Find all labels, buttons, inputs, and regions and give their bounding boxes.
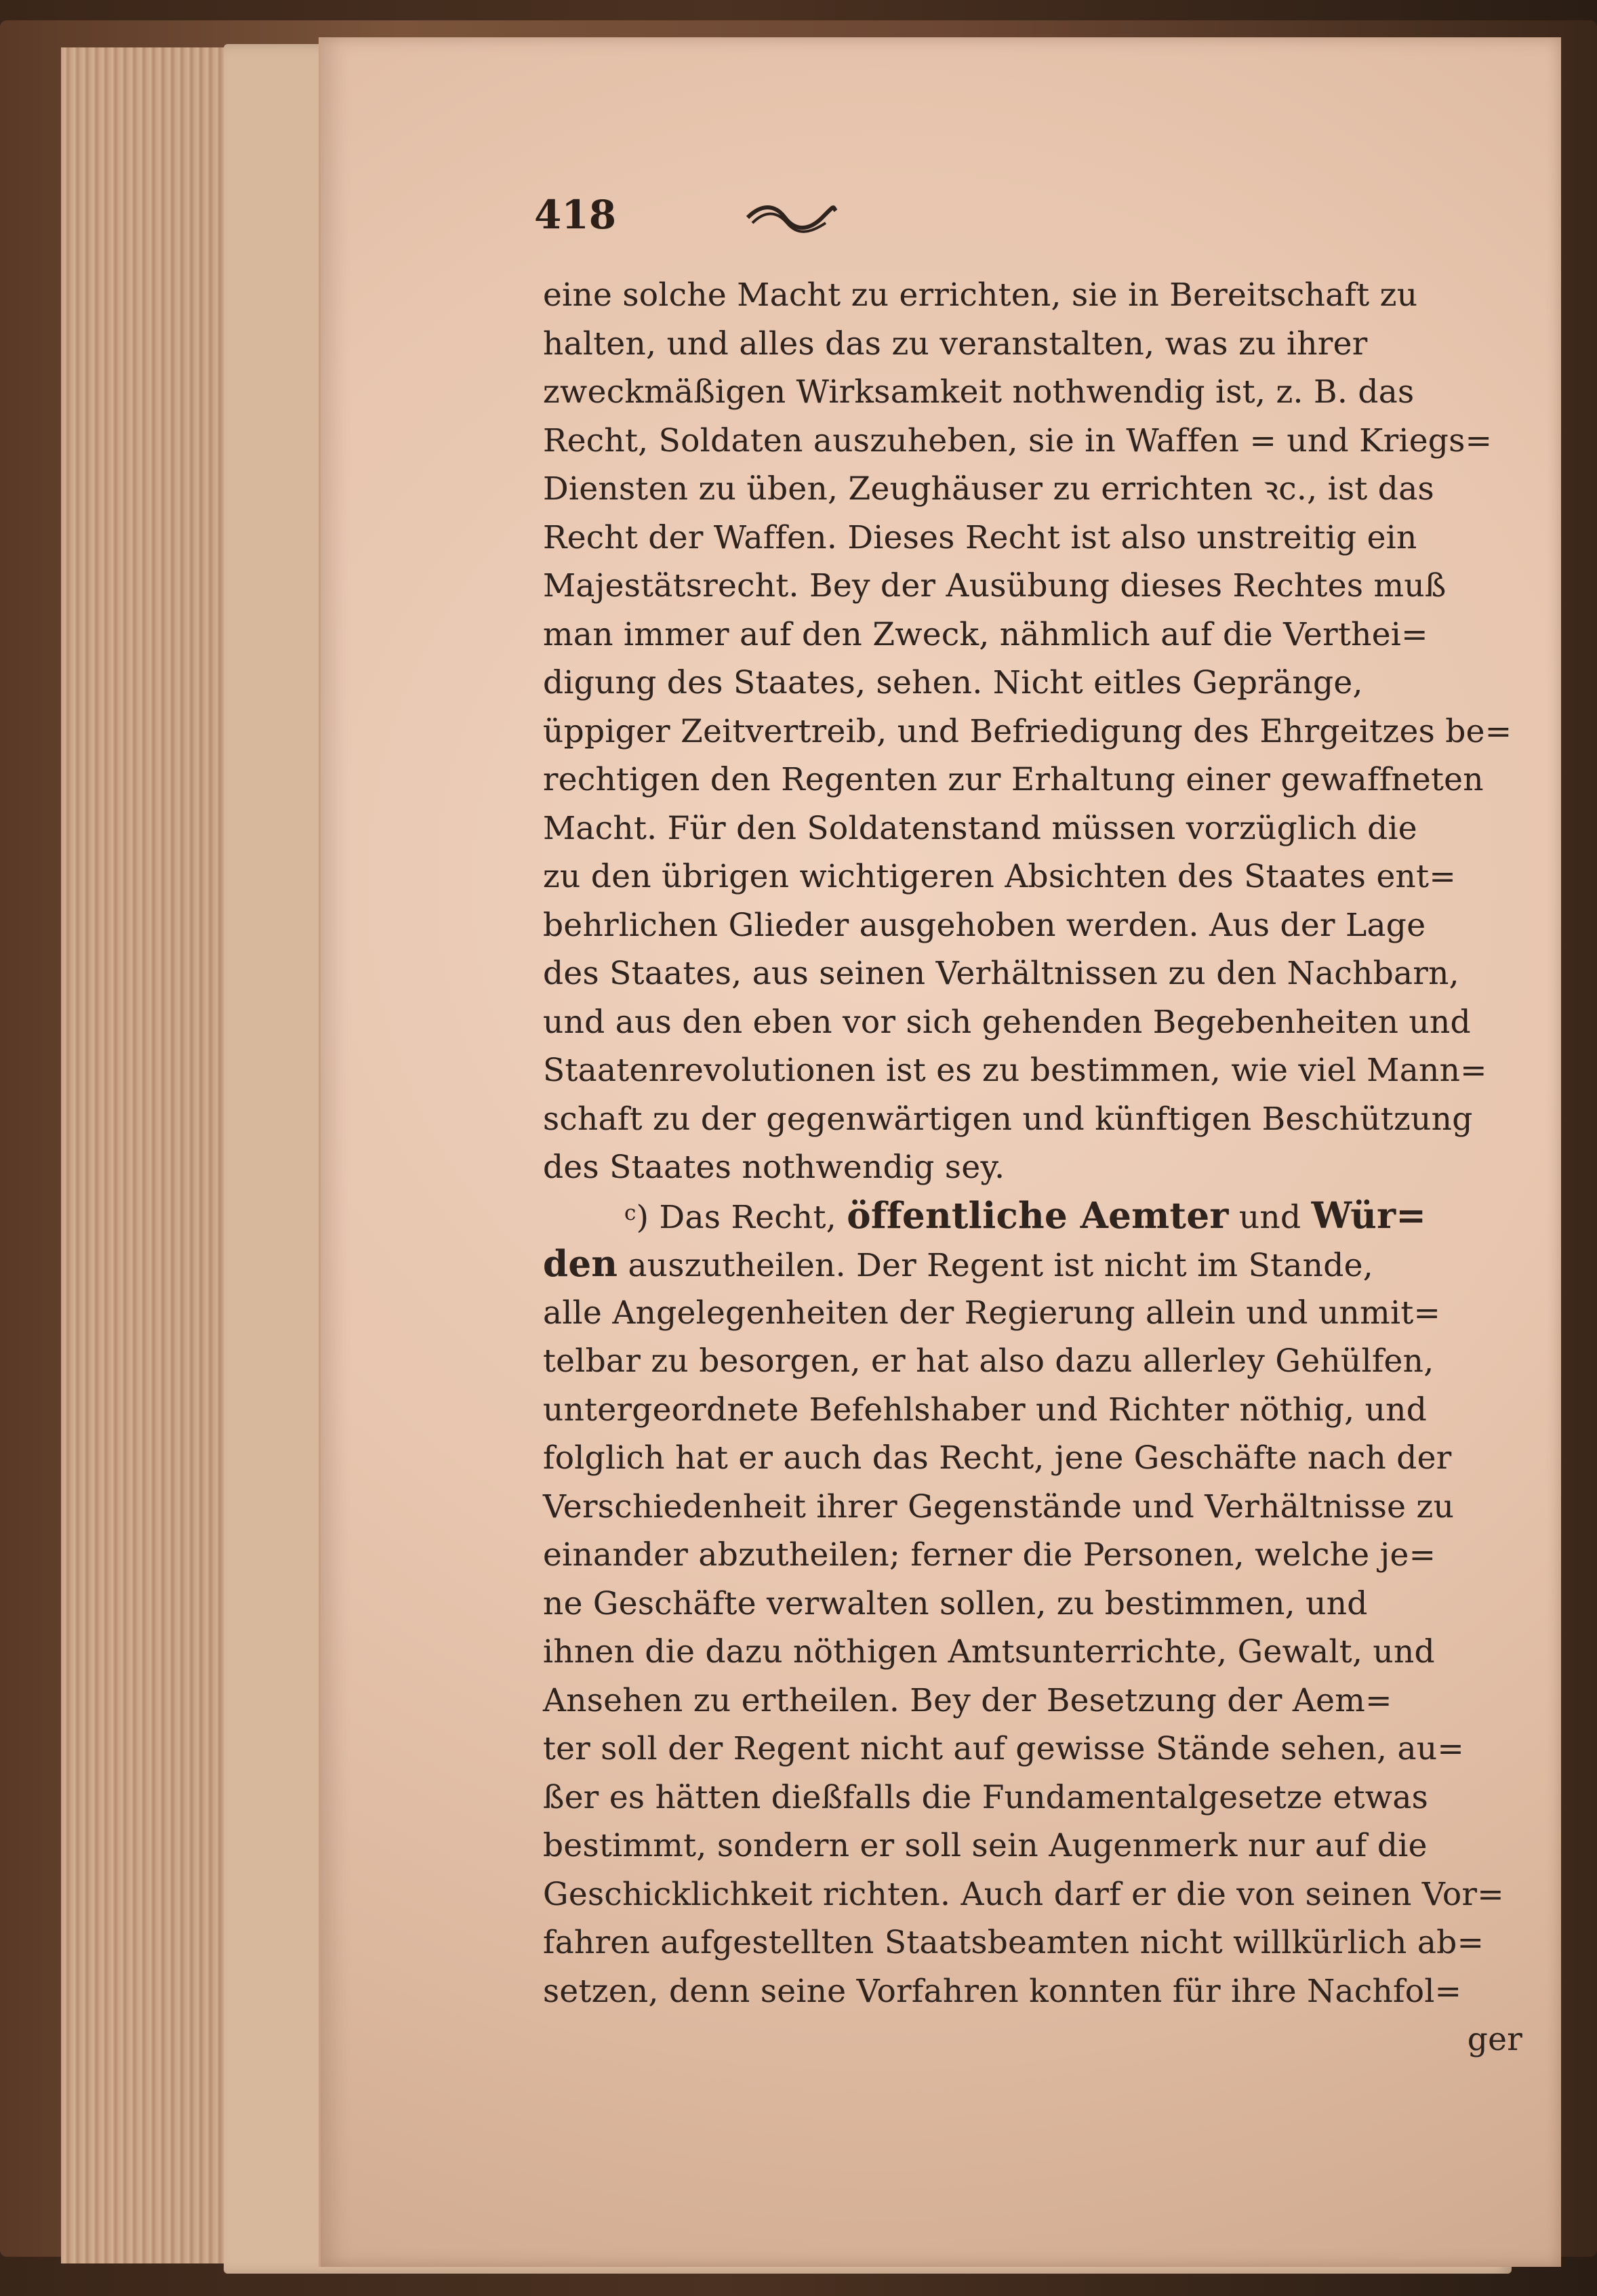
book-page xyxy=(319,37,1561,2267)
text-line: üppiger Zeitvertreib, und Befriedigung des Ehrgeitzes be= xyxy=(543,712,1512,750)
text-line: Macht. Für den Soldatenstand müssen vorzüglich die xyxy=(543,809,1417,847)
text-line: Majestätsrecht. Bey der Ausübung dieses Rechtes muß xyxy=(543,567,1447,604)
section-text-line: Verschiedenheit ihrer Gegenstände und Verhältnisse zu xyxy=(543,1488,1455,1525)
text-line: Diensten zu üben, Zeughäuser zu errichten ꝛc., ist das xyxy=(543,470,1434,508)
page-edges xyxy=(61,47,247,2263)
section-text-line: Ansehen zu ertheilen. Bey der Besetzung der Aem= xyxy=(543,1681,1392,1719)
section-rest: auszutheilen. Der Regent ist nicht im Stande, xyxy=(628,1247,1373,1284)
text-line: halten, und alles das zu veranstalten, was zu ihrer xyxy=(543,325,1368,363)
text-line: eine solche Macht zu errichten, sie in Bereitschaft zu xyxy=(543,276,1418,314)
section-emphasis-continued: den xyxy=(543,1243,618,1285)
text-line: zweckmäßigen Wirksamkeit nothwendig ist, z. B. das xyxy=(543,373,1415,411)
section-text-line: einander abzutheilen; ferner die Personen, welche je= xyxy=(543,1536,1436,1574)
section-text-line: ter soll der Regent nicht auf gewisse Stände sehen, au= xyxy=(543,1730,1465,1767)
section-text-line: bestimmt, sondern er soll sein Augenmerk nur auf die xyxy=(543,1827,1428,1864)
catchword: ger xyxy=(1467,2021,1522,2058)
section-text-line: folglich hat er auch das Recht, jene Geschäfte nach der xyxy=(543,1439,1452,1477)
section-heading-continuation xyxy=(543,1240,1526,1289)
section-text-line: untergeordnete Befehlshaber und Richter nöthig, und xyxy=(543,1391,1428,1429)
text-line: und aus den eben vor sich gehenden Begebenheiten und xyxy=(543,1003,1471,1041)
section-prefix: ) Das Recht, xyxy=(636,1198,836,1236)
text-line: zu den übrigen wichtigeren Absichten des Staates ent= xyxy=(543,858,1456,895)
section-text-line: alle Angelegenheiten der Regierung allein und unmit= xyxy=(543,1294,1441,1332)
text-line: Staatenrevolutionen ist es zu bestimmen, wie viel Mann= xyxy=(543,1052,1487,1089)
section-middle: und xyxy=(1238,1198,1301,1236)
text-line: behrlichen Glieder ausgehoben werden. Aus der Lage xyxy=(543,906,1426,944)
section-text-line: ßer es hätten dießfalls die Fundamentalgesetze etwas xyxy=(543,1778,1429,1816)
text-line: Recht, Soldaten auszuheben, sie in Waffen = und Kriegs= xyxy=(543,422,1493,459)
section-heading-line xyxy=(543,1192,1526,1241)
section-emphasis-end: Wür= xyxy=(1311,1194,1427,1237)
section-text-line: Geschicklichkeit richten. Auch darf er die von seinen Vor= xyxy=(543,1875,1504,1913)
section-text-line: telbar zu besorgen, er hat also dazu allerley Gehülfen, xyxy=(543,1342,1434,1380)
flourish-icon xyxy=(744,199,839,236)
text-line: digung des Staates, sehen. Nicht eitles Gepränge, xyxy=(543,664,1363,701)
section-text-line: setzen, denn seine Vorfahren konnten für ihre Nachfol= xyxy=(543,1972,1462,2010)
section-text-line: ihnen die dazu nöthigen Amtsunterrichte, Gewalt, und xyxy=(543,1633,1435,1670)
text-line: schaft zu der gegenwärtigen und künftigen Beschützung xyxy=(543,1100,1473,1138)
page-number: 418 xyxy=(534,192,617,238)
text-line: rechtigen den Regenten zur Erhaltung einer gewaffneten xyxy=(543,761,1484,798)
section-marker: c xyxy=(624,1200,636,1225)
page-header xyxy=(534,192,1483,273)
page-text xyxy=(543,271,1526,2064)
text-line: man immer auf den Zweck, nähmlich auf die Verthei= xyxy=(543,615,1428,653)
text-line: Recht der Waffen. Dieses Recht ist also unstreitig ein xyxy=(543,518,1417,556)
text-line: des Staates, aus seinen Verhältnissen zu den Nachbarn, xyxy=(543,955,1459,992)
section-emphasis: öffentliche Aemter xyxy=(847,1194,1229,1237)
section-text-line: fahren aufgestellten Staatsbeamten nicht willkürlich ab= xyxy=(543,1924,1484,1961)
section-text-line: ne Geschäfte verwalten sollen, zu bestimmen, und xyxy=(543,1584,1368,1622)
text-line: des Staates nothwendig sey. xyxy=(543,1149,1005,1186)
